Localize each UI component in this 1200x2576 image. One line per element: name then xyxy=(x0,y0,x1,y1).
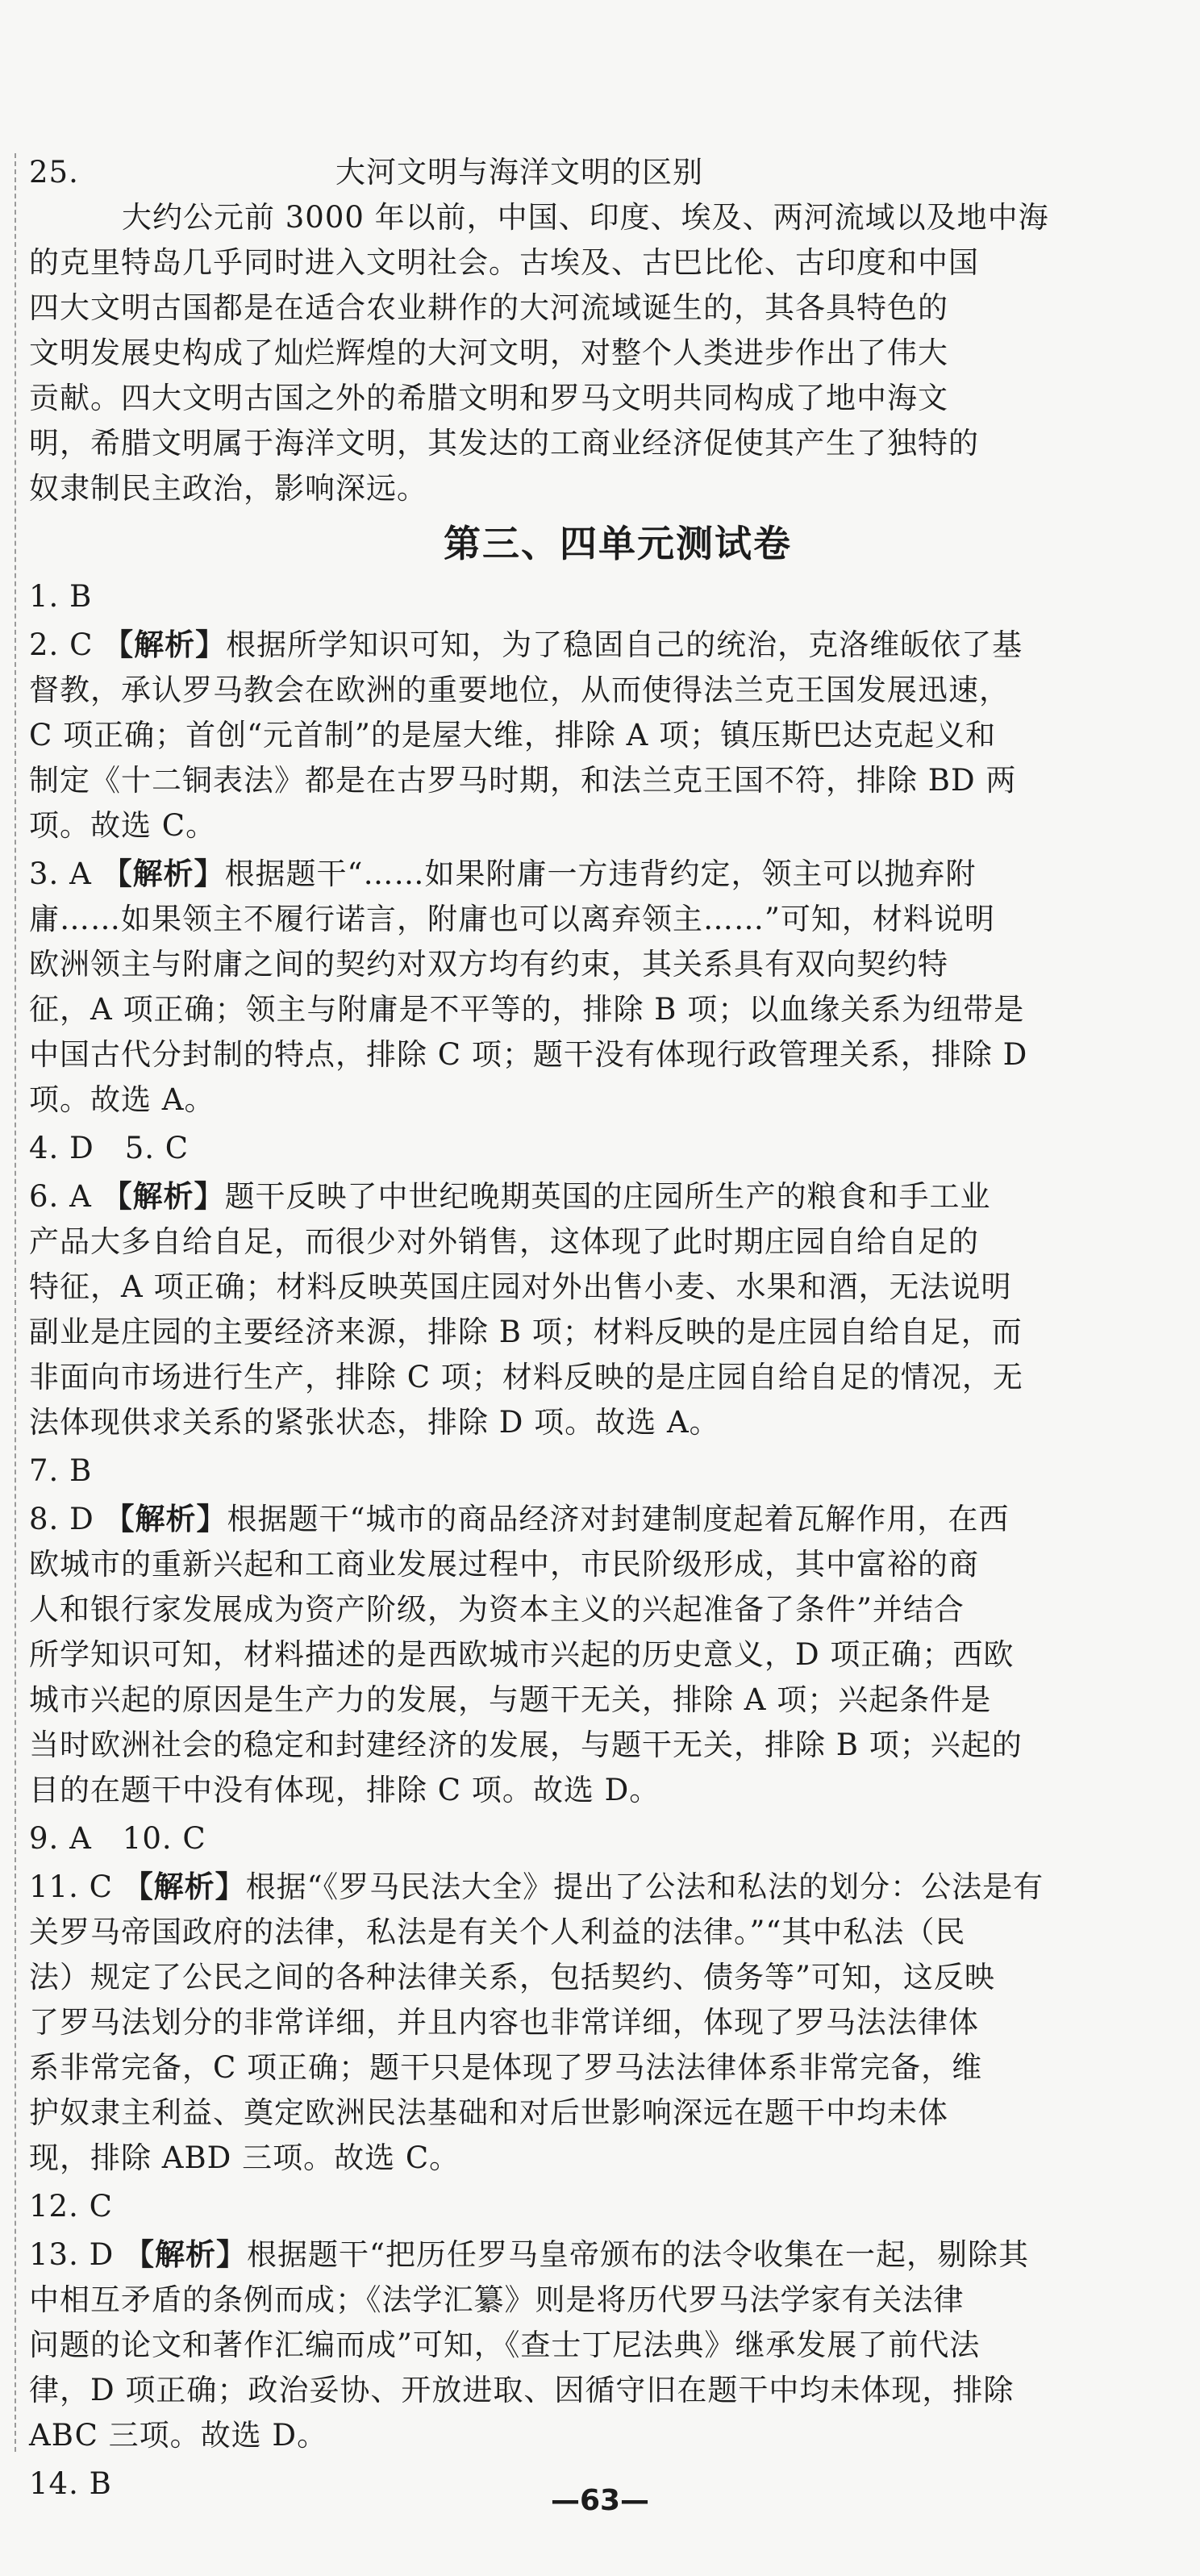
analysis-line: C 项正确；首创“元首制”的是屋大维，排除 A 项；镇压斯巴达克起义和 xyxy=(29,718,997,752)
answer-list xyxy=(29,574,1158,2507)
question-25-line: 贡献。四大文明古国之外的希腊文明和罗马文明共同构成了地中海文 xyxy=(29,381,948,415)
analysis-line: 现，排除 ABD 三项。故选 C。 xyxy=(29,2140,460,2175)
analysis-text: 根据“《罗马民法大全》提出了公法和私法的划分：公法是有 xyxy=(245,1869,1044,1904)
question-25-header xyxy=(29,150,1158,195)
answer-item xyxy=(29,2184,1158,2229)
analysis-line: ABC 三项。故选 D。 xyxy=(29,2418,328,2453)
analysis-line: 所学知识可知，材料描述的是西欧城市兴起的历史意义，D 项正确；西欧 xyxy=(29,1637,1015,1672)
analysis-tag: 【解析】 xyxy=(123,1869,246,1904)
analysis-line: 问题的论文和著作汇编而成”可知，《查士丁尼法典》继承发展了前代法 xyxy=(29,2328,981,2362)
analysis-text: 根据题干“把历任罗马皇帝颁布的法令收集在一起，剔除其 xyxy=(247,2237,1029,2272)
question-25-line: 奴隶制民主政治，影响深远。 xyxy=(29,471,427,506)
answer-item xyxy=(29,1497,1158,1813)
analysis-line: 法体现供求关系的紧张状态，排除 D 项。故选 A。 xyxy=(29,1405,720,1440)
answer-item xyxy=(29,1865,1158,2181)
answer-item xyxy=(29,1126,1158,1171)
answer-key: 11. C xyxy=(29,1869,113,1904)
question-25-line: 大约公元前 3000 年以前，中国、印度、埃及、两河流域以及地中海 xyxy=(122,200,1049,235)
answer-first-line xyxy=(29,623,1158,668)
analysis-line: 中国古代分封制的特点，排除 C 项；题干没有体现行政管理关系，排除 D xyxy=(29,1037,1028,1072)
page-number: —63— xyxy=(550,2484,650,2517)
answer-first-line xyxy=(29,1174,1158,1219)
question-25-line: 四大文明古国都是在适合农业耕作的大河流域诞生的，其各具特色的 xyxy=(29,290,948,325)
answer-first-line xyxy=(29,1448,1158,1494)
answer-key: 14. B xyxy=(29,2466,112,2501)
analysis-line: 法）规定了公民之间的各种法律关系，包括契约、债务等”可知，这反映 xyxy=(29,1960,995,1995)
question-25-title: 大河文明与海洋文明的区别 xyxy=(335,155,703,190)
answer-key: 6. A xyxy=(29,1179,92,1214)
analysis-line: 城市兴起的原因是生产力的发展，与题干无关，排除 A 项；兴起条件是 xyxy=(29,1682,992,1717)
answer-item xyxy=(29,1448,1158,1494)
binding-margin-line xyxy=(15,153,16,2452)
answer-first-line xyxy=(29,1497,1158,1542)
question-25-body xyxy=(29,195,1158,511)
question-25-line: 文明发展史构成了灿烂辉煌的大河文明，对整个人类进步作出了伟大 xyxy=(29,336,948,370)
analysis-line: 欧城市的重新兴起和工商业发展过程中，市民阶级形成，其中富裕的商 xyxy=(29,1547,979,1582)
answer-key: 4. D 5. C xyxy=(29,1131,190,1165)
analysis-line: 征，A 项正确；领主与附庸是不平等的，排除 B 项；以血缘关系为纽带是 xyxy=(29,992,1025,1027)
analysis-text: 根据所学知识可知，为了稳固自己的统治，克洛维皈依了基 xyxy=(226,627,1023,662)
answer-key: 13. D xyxy=(29,2237,115,2272)
analysis-line: 中相互矛盾的条例而成；《法学汇纂》则是将历代罗马法学家有关法律 xyxy=(29,2282,965,2317)
answer-first-line xyxy=(29,1865,1158,1910)
analysis-line: 当时欧洲社会的稳定和封建经济的发展，与题干无关，排除 B 项；兴起的 xyxy=(29,1728,1023,1762)
analysis-line: 副业是庄园的主要经济来源，排除 B 项；材料反映的是庄园自给自足，而 xyxy=(29,1315,1023,1349)
answer-key: 3. A xyxy=(29,857,92,891)
analysis-tag: 【解析】 xyxy=(124,2237,248,2272)
answer-item xyxy=(29,2232,1158,2458)
analysis-line: 关罗马帝国政府的法律，私法是有关个人利益的法律。”“其中私法（民 xyxy=(29,1915,966,1949)
answer-key: 8. D xyxy=(29,1502,94,1536)
analysis-text: 题干反映了中世纪晚期英国的庄园所生产的粮食和手工业 xyxy=(224,1179,991,1214)
answer-item xyxy=(29,574,1158,619)
analysis-line: 欧洲领主与附庸之间的契约对双方均有约束，其关系具有双向契约特 xyxy=(29,947,948,982)
analysis-line: 系非常完备，C 项正确；题干只是体现了罗马法法律体系非常完备，维 xyxy=(29,2050,983,2085)
answer-item xyxy=(29,623,1158,848)
answer-item xyxy=(29,852,1158,1123)
analysis-line: 庸……如果领主不履行诺言，附庸也可以离弃领主……”可知，材料说明 xyxy=(29,902,995,936)
answer-key: 2. C xyxy=(29,627,94,662)
analysis-tag: 【解析】 xyxy=(102,857,225,891)
answer-first-line xyxy=(29,2232,1158,2278)
answer-key: 7. B xyxy=(29,1453,93,1488)
analysis-line: 人和银行家发展成为资产阶级，为资本主义的兴起准备了条件”并结合 xyxy=(29,1592,965,1627)
answer-key: 12. C xyxy=(29,2189,113,2224)
analysis-line: 非面向市场进行生产，排除 C 项；材料反映的是庄园自给自足的情况，无 xyxy=(29,1360,1023,1394)
answer-key: 1. B xyxy=(29,579,93,614)
analysis-text: 根据题干“城市的商品经济对封建制度起着瓦解作用，在西 xyxy=(227,1502,1010,1536)
question-25-line: 明，希腊文明属于海洋文明，其发达的工商业经济促使其产生了独特的 xyxy=(29,426,979,461)
answer-key: 9. A 10. C xyxy=(29,1821,206,1856)
analysis-text: 根据题干“……如果附庸一方违背约定，领主可以抛弃附 xyxy=(224,857,977,891)
answer-first-line xyxy=(29,574,1158,619)
analysis-tag: 【解析】 xyxy=(102,1179,225,1214)
analysis-line: 督教，承认罗马教会在欧洲的重要地位，从而使得法兰克王国发展迅速， xyxy=(29,673,1010,707)
analysis-line: 目的在题干中没有体现，排除 C 项。故选 D。 xyxy=(29,1773,660,1807)
analysis-line: 特征，A 项正确；材料反映英国庄园对外出售小麦、水果和酒，无法说明 xyxy=(29,1269,1012,1304)
analysis-line: 护奴隶主利益、奠定欧洲民法基础和对后世影响深远在题干中均未体 xyxy=(29,2095,948,2130)
analysis-line: 了罗马法划分的非常详细，并且内容也非常详细，体现了罗马法法律体 xyxy=(29,2005,979,2040)
answer-first-line xyxy=(29,1816,1158,1861)
answer-first-line xyxy=(29,2184,1158,2229)
answer-item xyxy=(29,1816,1158,1861)
analysis-tag: 【解析】 xyxy=(104,1502,227,1536)
analysis-line: 项。故选 C。 xyxy=(29,808,217,843)
unit-test-title: 第三、四单元测试卷 xyxy=(444,522,792,565)
answer-item xyxy=(29,1174,1158,1445)
page-content xyxy=(29,150,1158,2510)
analysis-line: 项。故选 A。 xyxy=(29,1082,215,1117)
analysis-line: 产品大多自给自足，而很少对外销售，这体现了此时期庄园自给自足的 xyxy=(29,1224,979,1259)
question-number: 25. xyxy=(29,155,79,190)
question-25-line: 的克里特岛几乎同时进入文明社会。古埃及、古巴比伦、古印度和中国 xyxy=(29,245,979,280)
analysis-line: 制定《十二铜表法》都是在古罗马时期，和法兰克王国不符，排除 BD 两 xyxy=(29,763,1017,798)
answer-first-line xyxy=(29,1126,1158,1171)
answer-first-line xyxy=(29,852,1158,897)
analysis-line: 律，D 项正确；政治妥协、开放进取、因循守旧在题干中均未体现，排除 xyxy=(29,2373,1015,2407)
analysis-tag: 【解析】 xyxy=(103,627,227,662)
